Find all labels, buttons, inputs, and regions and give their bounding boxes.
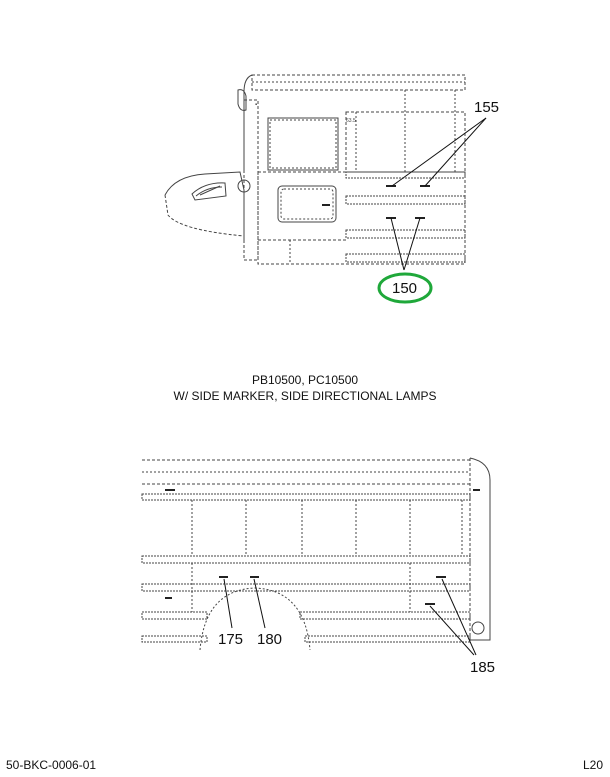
callout-180: 180	[257, 631, 283, 648]
page-code: L20	[583, 758, 604, 772]
caption-line-1: PB10500, PC10500	[251, 373, 359, 387]
document-number: 50-BKC-0006-01	[6, 758, 97, 772]
callout-150: 150	[392, 280, 418, 297]
callout-155: 155	[474, 99, 500, 116]
svg-text:63.5: 63.5	[346, 118, 356, 124]
svg-text:▪: ▪	[255, 102, 258, 108]
callout-185: 185	[470, 659, 496, 676]
caption-line-2: W/ SIDE MARKER, SIDE DIRECTIONAL LAMPS	[173, 389, 437, 403]
callout-175: 175	[218, 631, 244, 648]
